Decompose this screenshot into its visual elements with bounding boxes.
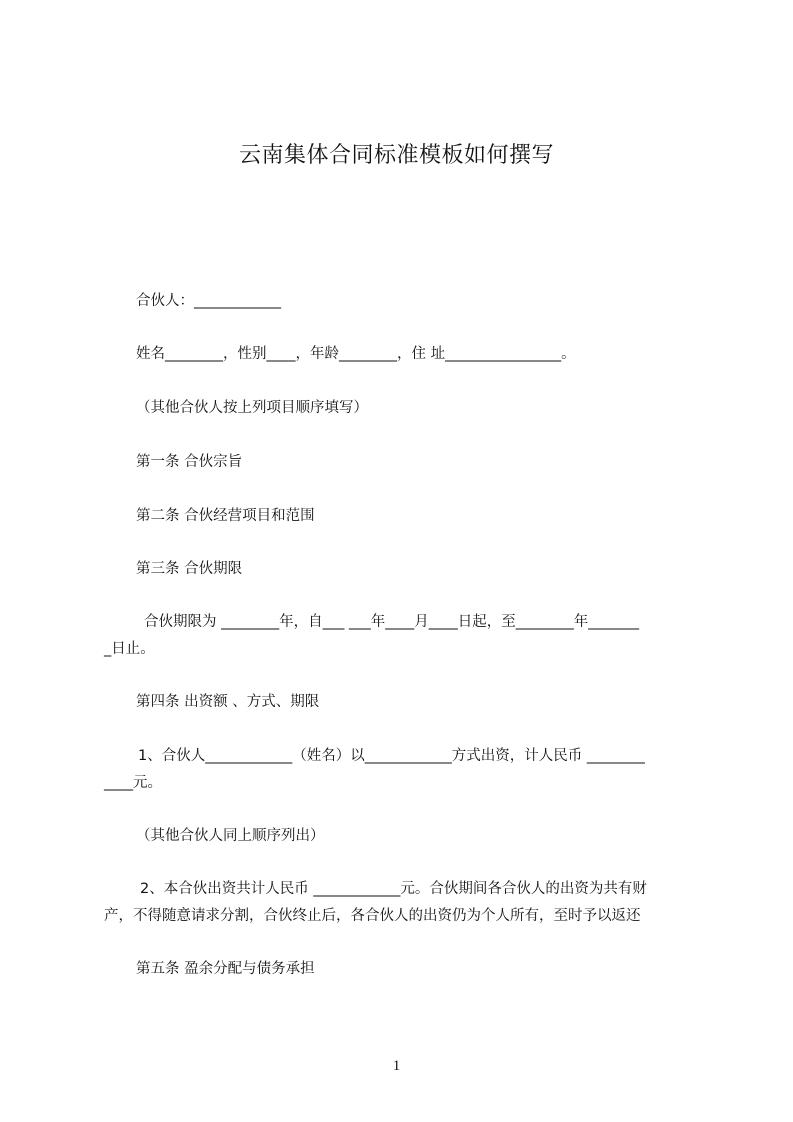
other-partners-list-note: （其他合伙人同上顺序列出） [136, 828, 325, 844]
total-contribution-line-2: 产，不得随意请求分割，合伙终止后，各合伙人的出资仍为个人所有，至时予以返还 [104, 908, 641, 924]
partner-info-line: 姓名________，性别____，年龄________，住 址________________。 [136, 346, 576, 362]
partner-line: 合伙人：____________ [136, 293, 281, 309]
term-paragraph-line-2: _日止。 [104, 641, 155, 657]
article-1-heading: 第一条 合伙宗旨 [136, 454, 243, 470]
article-5-heading: 第五条 盈余分配与债务承担 [136, 961, 315, 977]
contribution-line-1: 1、合伙人____________（姓名）以____________方式出资，计人民币 ________ [138, 748, 645, 764]
article-3-heading: 第三条 合伙期限 [136, 561, 243, 577]
total-contribution-line-1: 2、本合伙出资共计人民币 ____________元。合伙期间各合伙人的出资为共有财 [140, 881, 647, 897]
document-title: 云南集体合同标准模板如何撰写 [238, 143, 554, 168]
page-number: 1 [392, 1058, 401, 1074]
term-paragraph-line-1: 合伙期限为 ________年，自___ ___年____月____日起，至________年_______ [144, 614, 639, 630]
other-partners-note: （其他合伙人按上列项目顺序填写） [136, 400, 368, 416]
article-2-heading: 第二条 合伙经营项目和范围 [136, 508, 315, 524]
article-4-heading: 第四条 出资额 、方式、期限 [136, 694, 320, 710]
contribution-line-2: ____元。 [104, 775, 162, 791]
